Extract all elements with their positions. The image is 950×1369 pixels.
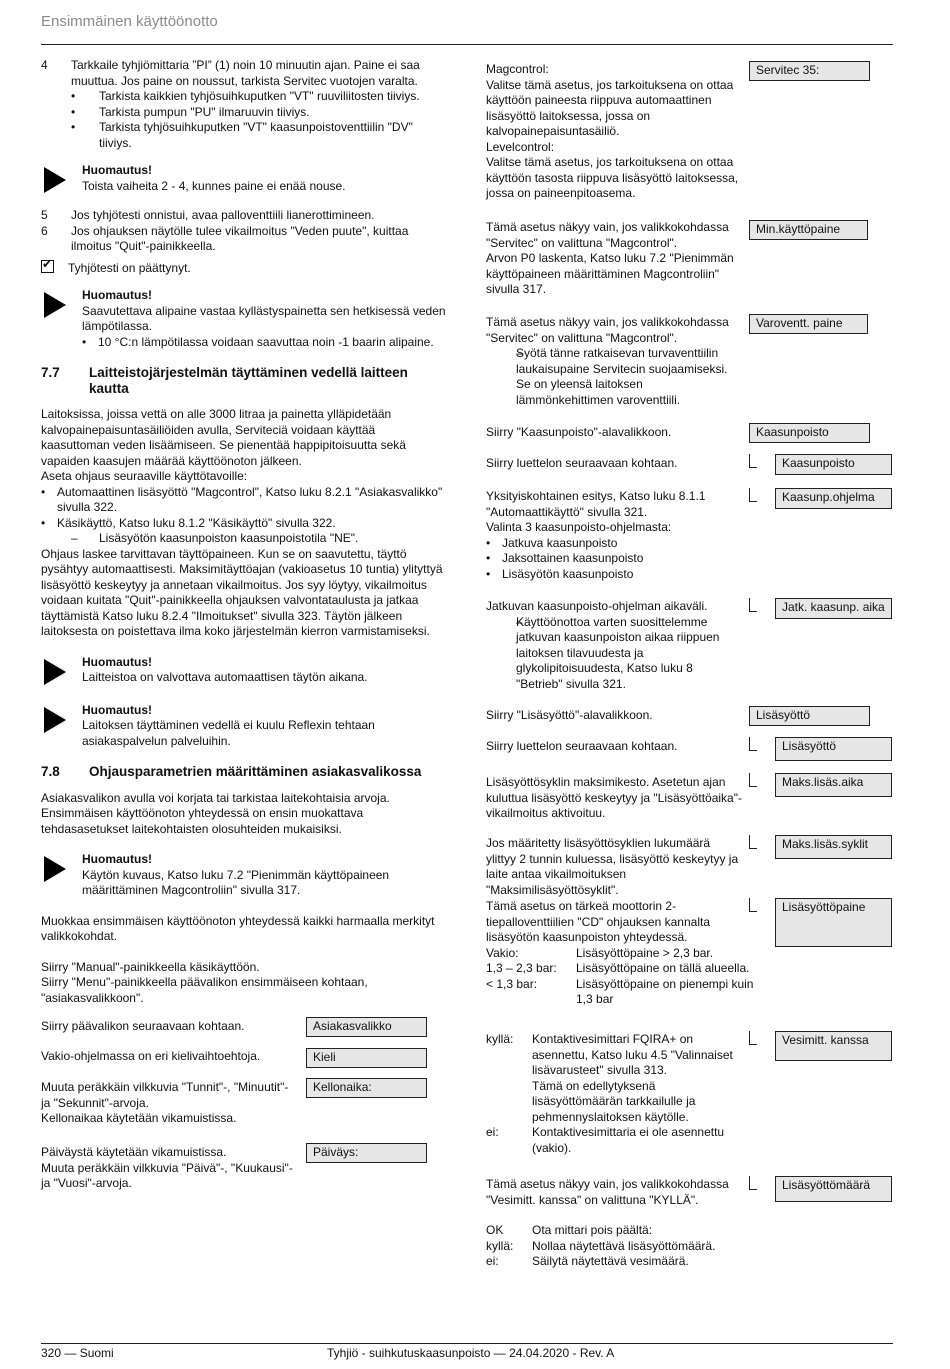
value-row: [486, 961, 756, 977]
desc-text: Siirry "Lisäsyöttö"-alavalikkoon.: [486, 708, 653, 722]
desc-text: Siirry luettelon seuraavaan kohtaan.: [486, 456, 678, 470]
list-item: • Jaksottainen kaasunpoisto: [486, 551, 742, 567]
value-text: Lisäsyöttöpaine > 2,3 bar.: [576, 945, 714, 960]
note-title: Huomautus!: [82, 288, 152, 302]
section-heading-7-8: [41, 764, 446, 780]
note-text: Toista vaiheita 2 - 4, kunnes paine ei enää nouse.: [82, 178, 346, 193]
note-box: [41, 163, 446, 194]
display-lisasyotto: Lisäsyöttö: [749, 706, 870, 726]
option-label: Magcontrol:: [486, 62, 549, 76]
display-asiakasvalikko: Asiakasvalikko: [306, 1017, 427, 1037]
display-lisasyotto-sub: Lisäsyöttö: [775, 737, 892, 761]
step-text: Jos tyhjötesti onnistui, avaa palloventtiili lianerottimineen.: [71, 208, 375, 222]
submenu-bracket: [749, 488, 757, 502]
value-text: Tämä on edellytyksenä lisäsyöttömäärän tarkkailulle ja pehmennyslaitoksen käytölle.: [532, 1078, 696, 1124]
submenu-bracket: [749, 898, 757, 912]
step-number: 6: [41, 223, 48, 238]
submenu-bracket: [749, 598, 757, 612]
note-arrow-icon: [44, 856, 66, 882]
value-label: Vakio:: [486, 945, 519, 960]
row-text: Muuta peräkkäin vilkkuvia "Päivä"-, "Kuukausi"- ja "Vuosi"-arvoja.: [41, 1160, 293, 1190]
desc-text: Tämä asetus näkyy vain, jos valikkokohdassa "Servitec" on valittuna "Magcontrol".: [486, 220, 729, 250]
desc-text: Jos määritetty lisäsyöttösyklien lukumäärä ylittyy 2 tunnin kuluessa, lisäsyöttö keskeytyy ja laite antaa vikailmoituksen "Maksimilisäsyöttösyklit".: [486, 836, 739, 897]
display-kaasunpoisto: Kaasunpoisto: [749, 423, 870, 443]
display-lisasyottopaine: Lisäsyöttöpaine: [775, 898, 892, 947]
display-kaasunp-ohjelma: Kaasunp.ohjelma: [775, 488, 892, 509]
submenu-bracket: [749, 1176, 757, 1190]
note-arrow-icon: [44, 659, 66, 685]
display-paivays: Päiväys:: [306, 1143, 427, 1163]
desc-text: Tämä asetus näkyy vain, jos valikkokohdassa "Vesimitt. kanssa" on valittuna "KYLLÄ".: [486, 1177, 729, 1207]
list-item: • Jatkuva kaasunpoisto: [486, 536, 742, 552]
note-arrow-icon: [44, 707, 66, 733]
note-title: Huomautus!: [82, 163, 152, 177]
section-number: 7.7: [41, 365, 60, 380]
footer-doc-info: Tyhjiö - suihkutuskaasunpoisto — 24.04.2020 - Rev. A: [327, 1346, 615, 1360]
step-5: [41, 208, 446, 224]
paragraph: Siirry "Manual"-painikkeella käsikäyttöön.: [41, 959, 260, 974]
submenu-bracket: [749, 1031, 757, 1045]
list-item: • Automaattinen lisäsyöttö "Magcontrol", Katso luku 8.2.1 "Asiakasvalikko" sivulla 322.: [41, 485, 446, 516]
menu-row-text: [41, 1080, 301, 1127]
menu-row-text: Siirry päävalikon seuraavaan kohtaan.: [41, 1019, 245, 1033]
value-row: [486, 1125, 748, 1156]
value-text: Lisäsyöttöpaine on pienempi kuin 1,3 bar: [576, 976, 754, 1006]
desc-text: Valinta 3 kaasunpoisto-ohjelmasta:: [486, 520, 672, 534]
page-header-title: Ensimmäinen käyttöönotto: [41, 13, 218, 30]
section-number: 7.8: [41, 764, 60, 779]
desc-text: Yksityiskohtainen esitys, Katso luku 8.1.1 "Automaattikäyttö" sivulla 321.: [486, 489, 706, 519]
submenu-bracket: [749, 454, 757, 468]
note-arrow-icon: [44, 167, 66, 193]
value-row: [486, 1254, 748, 1270]
display-kaasunpoisto-sub: Kaasunpoisto: [775, 454, 892, 475]
step-number: 4: [41, 58, 48, 72]
step-text: Jos ohjauksen näytölle tulee vikailmoitus "Veden puute", kuittaa ilmoitus "Quit"-painikkeella.: [71, 223, 409, 253]
step-text: Tarkkaile tyhjiömittaria ”PI” (1) noin 10 minuutin ajan. Paine ei saa muuttua. Jos paine on noussut, tarkista Servitec vuotojen varalta.: [71, 58, 420, 88]
value-text: Lisäsyöttöpaine on tällä alueella.: [576, 961, 750, 975]
paragraph: Muokkaa ensimmäisen käyttöönoton yhteydessä kaikki harmaalla merkityt valikkokohdat.: [41, 913, 435, 943]
list-subitem: – Lisäsyötön kaasunpoiston kaasunpoistotila "NE".: [41, 531, 446, 547]
desc-subitem: – Syötä tänne ratkaisevan turvaventtiilin laukaisupaine Servitecin suojaamiseksi. Se on yleensä laitoksen lämmönkehittimen varoventtiili.: [486, 346, 742, 408]
row-text: Kellonaikaa käytetään vikamuistissa.: [41, 1111, 237, 1125]
section-title: Laitteistojärjestelmän täyttäminen vedellä laitteen kautta: [89, 365, 408, 396]
note-text: Laitoksen täyttäminen vedellä ei kuulu Reflexin tehtaan asiakaspalvelun palveluihin.: [82, 718, 375, 748]
water-meter-block: [486, 1032, 748, 1156]
display-vesimitt-kanssa: Vesimitt. kanssa: [775, 1031, 892, 1061]
header-rule: [41, 44, 893, 45]
row-text: Päiväystä käytetään vikamuistissa.: [41, 1145, 227, 1159]
makeup-pressure-block: [486, 899, 756, 1008]
desc-text: Siirry "Kaasunpoisto"-alavalikkoon.: [486, 425, 672, 439]
display-servitec: Servitec 35:: [749, 61, 870, 81]
value-row: [486, 1223, 748, 1239]
list-item: • Käsikäyttö, Katso luku 8.1.2 "Käsikäyttö" sivulla 322.: [41, 516, 446, 532]
list-item: • Tarkista kaikkien tyhjösuihkuputken "VT" ruuviliitosten tiiviys.: [41, 89, 446, 105]
desc-text: Tämä asetus on tärkeä moottorin 2-tiepalloventtiilien "CD" ohjauksen kannalta lisäsyötön kaasunpoiston yhteydessä.: [486, 899, 710, 944]
value-text: Kontaktivesimittari FQIRA+ on asennettu, Katso luku 4.5 "Valinnaiset lisävarusteet" sivulla 313.: [532, 1032, 733, 1077]
section-heading-7-7: [41, 365, 446, 396]
paragraph: Ohjaus laskee tarvittavan täyttöpaineen. Kun se on saavutettu, täyttö pysähtyy automaattisesti. Maksimitäyttöajan (vakioasetus 10 tuntia) ylityttyä lisäsyöttö keskeytyy ja annetaan vikailmoitus. Jos syy löytyy, vikailmoitus voidaan kuitata "Quit"-painikkeella ohjauksen valvontataulusta ja jatkaa täyttämistä Katso luku 8.2.4 "Ilmoitukset" sivulla 323. Täytön jälkeen laitoksesta on poistettava ilma koko järjestelmän kierron varmistamiseksi.: [41, 546, 443, 638]
option-text: Valitse tämä asetus, jos tarkoituksena on ottaa käyttöön tasosta riippuva lisäsyöttö laitoksessa, jossa on paineenpitoasema.: [486, 155, 739, 200]
list-item: • Tarkista tyhjösuihkuputken "VT" kaasunpoistoventtiilin "DV" tiiviys.: [41, 120, 446, 151]
note-title: Huomautus!: [82, 702, 152, 717]
value-text: Kontaktivesimittaria ei ole asennettu (vakio).: [532, 1125, 725, 1155]
value-label: 1,3 – 2,3 bar:: [486, 961, 557, 975]
continuous-degas-block: [486, 599, 742, 692]
desc-text: Tämä asetus näkyy vain, jos valikkokohdassa "Servitec" on valittuna "Magcontrol".: [486, 315, 729, 345]
step-6: [41, 224, 446, 255]
desc-text: Arvon P0 laskenta, Katso luku 7.2 "Pienimmän käyttöpaineen määrittäminen Magcontroliin" sivulla 317.: [486, 251, 734, 296]
value-row: [486, 977, 756, 1008]
value-label: kyllä:: [486, 1238, 514, 1253]
step-number: 5: [41, 208, 48, 222]
option-label: Levelcontrol:: [486, 139, 555, 154]
note-title: Huomautus!: [82, 852, 152, 866]
list-item: • Tarkista pumpun "PU" ilmaruuvin tiiviys.: [41, 105, 446, 121]
list-item: • Lisäsyötön kaasunpoisto: [486, 567, 742, 583]
value-label: OK: [486, 1223, 504, 1237]
display-lisasyottomaara: Lisäsyöttömäärä: [775, 1176, 892, 1202]
display-maks-lisas-syklit: Maks.lisäs.syklit: [775, 835, 892, 859]
display-maks-lisas-aika: Maks.lisäs.aika: [775, 773, 892, 797]
note-arrow-icon: [44, 292, 66, 318]
submenu-bracket: [749, 773, 757, 787]
desc-text: Jatkuvan kaasunpoisto-ohjelman aikaväli.: [486, 599, 708, 613]
desc-text: Siirry luettelon seuraavaan kohtaan.: [486, 739, 678, 753]
display-min-kayttopaine: Min.käyttöpaine: [749, 220, 868, 240]
value-row: [486, 1032, 748, 1079]
desc-subitem: – Käyttöönottoa varten suosittelemme jatkuvan kaasunpoiston aikaa riippuen laitoksen tilavuudesta ja glykolipitoisuudesta, Katso luku 8 "Betrieb" sivulla 321.: [486, 615, 742, 693]
submenu-bracket: [749, 737, 757, 751]
display-kieli: Kieli: [306, 1048, 427, 1068]
value-row: [486, 1079, 748, 1126]
option-text: Valitse tämä asetus, jos tarkoituksena on ottaa käyttöön paineesta riippuva automaattinen lisäsyöttö laitoksessa, jossa on kalvopainepaisuntasäiliö.: [486, 77, 734, 138]
display-varoventt-paine: Varoventt. paine: [749, 314, 868, 334]
value-label: ei:: [486, 1254, 499, 1268]
note-text: Käytön kuvaus, Katso luku 7.2 "Pienimmän käyttöpaineen määrittäminen Magcontroliin" sivulla 317.: [82, 867, 390, 897]
value-row: [486, 1239, 748, 1255]
value-label: ei:: [486, 1125, 499, 1139]
footer-page: 320 — Suomi: [41, 1346, 114, 1360]
value-label: kyllä:: [486, 1032, 514, 1046]
reset-options-block: [486, 1223, 748, 1270]
note-text: Laitteistoa on valvottava automaattisen täytön aikana.: [82, 670, 368, 684]
paragraph: Siirry "Menu"-painikkeella päävalikon ensimmäiseen kohtaan, "asiakasvalikkoon".: [41, 975, 368, 1005]
relief-valve-block: [486, 315, 742, 408]
checkbox-checked-icon: [41, 260, 54, 273]
note-text: Saavutettava alipaine vastaa kyllästyspainetta sen hetkisessä veden lämpötilassa.: [82, 303, 446, 333]
section-title: Ohjausparametrien määrittäminen asiakasvalikossa: [89, 764, 422, 779]
display-jatk-kaasunp-aika: Jatk. kaasunp. aika: [775, 598, 892, 619]
value-row: [486, 946, 756, 962]
degas-program-block: [486, 489, 742, 582]
menu-row-text: [41, 1145, 301, 1192]
paragraph: Asiakasvalikon avulla voi korjata tai tarkistaa laitekohtaisia arvoja. Ensimmäisen käyttöönoton yhteydessä on ensin muokattava tehdasasetukset laitekohtaisten olosuhteiden mukaisiksi.: [41, 790, 390, 836]
row-text: Muuta peräkkäin vilkkuvia "Tunnit"-, "Minuutit"- ja "Sekunnit"-arvoja.: [41, 1080, 289, 1110]
magcontrol-block: [486, 62, 742, 202]
note-box: [41, 703, 446, 750]
result-line: [41, 260, 446, 277]
note-box: [41, 852, 446, 899]
menu-row-text: Vakio-ohjelmassa on eri kielivaihtoehtoja.: [41, 1049, 261, 1063]
paragraph: Laitoksissa, joissa vettä on alle 3000 litraa ja painetta ylläpidetään kalvopainepaisuntasäiliöiden avulla, Serviteciä voidaan käyttää kaasuttoman veden lisäämiseen. Se pienentää happipitoisuutta sekä vapaiden kaasujen määrää käyttöönoton jälkeen.: [41, 407, 406, 468]
display-kellonaika: Kellonaika:: [306, 1078, 427, 1098]
left-column: [41, 58, 446, 1006]
note-title: Huomautus!: [82, 654, 152, 669]
note-bullet: • 10 °C:n lämpötilassa voidaan saavuttaa noin -1 baarin alipaine.: [82, 335, 446, 351]
note-box: [41, 288, 446, 350]
result-text: Tyhjötesti on päättynyt.: [68, 260, 191, 275]
paragraph: Aseta ohjaus seuraaville käyttötavoille:: [41, 469, 248, 483]
value-text: Nollaa näytettävä lisäsyöttömäärä.: [532, 1238, 716, 1253]
value-label: < 1,3 bar:: [486, 976, 538, 991]
value-text: Säilytä näytettävä vesimäärä.: [532, 1254, 689, 1268]
note-box: [41, 655, 446, 686]
step-4: [41, 58, 446, 151]
desc-text: Lisäsyöttösyklin maksimikesto. Asetetun ajan kuluttua lisäsyöttö keskeytyy ja "Lisäsyöttöaika"-vikailmoitus aktivoituu.: [486, 775, 742, 820]
footer-rule: [41, 1343, 893, 1344]
min-pressure-block: [486, 220, 742, 298]
value-text: Ota mittari pois päältä:: [532, 1223, 653, 1237]
submenu-bracket: [749, 835, 757, 849]
